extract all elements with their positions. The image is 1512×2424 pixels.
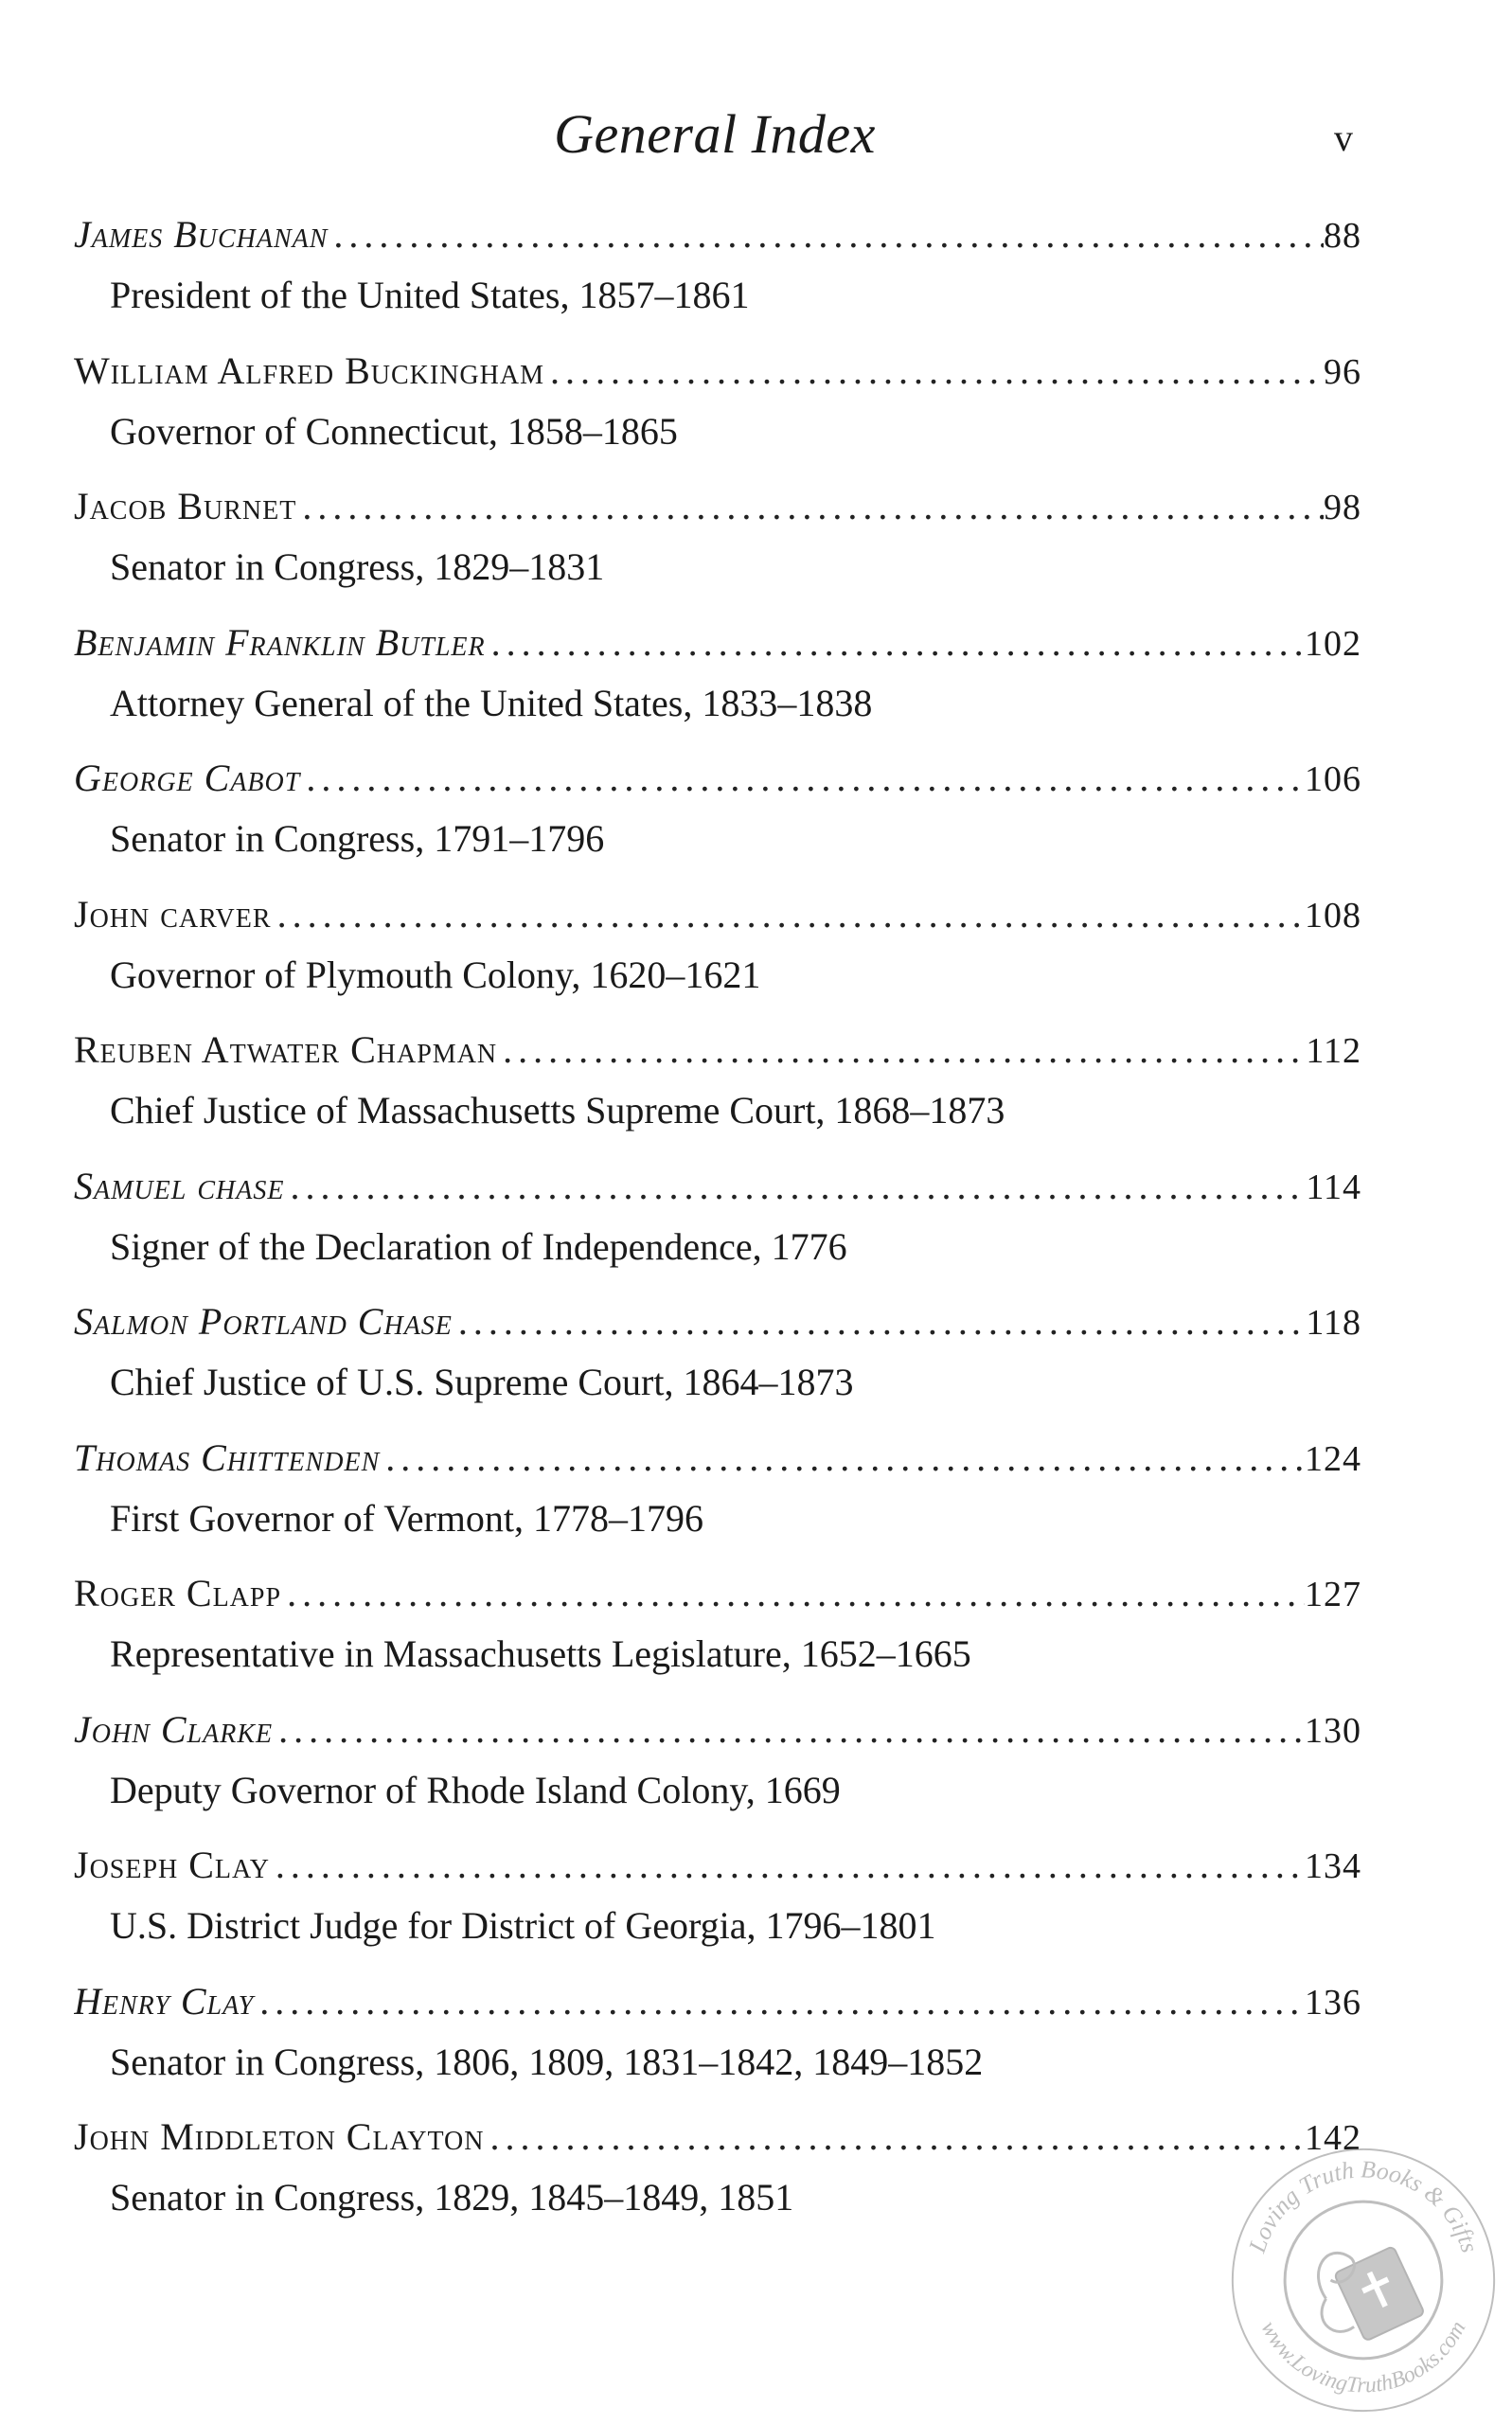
dot-leader	[328, 206, 1324, 263]
dot-leader	[272, 886, 1305, 943]
index-entry	[74, 1022, 1361, 1158]
entry-page-number: 106	[1305, 759, 1361, 799]
entry-description: First Governor of Vermont, 1778–1796	[110, 1496, 703, 1540]
dot-leader	[497, 1022, 1306, 1078]
entry-description: Attorney General of the United States, 1833–1838	[110, 681, 873, 724]
index-entry	[74, 343, 1361, 479]
entry-description: Senator in Congress, 1829–1831	[110, 545, 605, 588]
index-entry	[74, 206, 1361, 343]
entry-heading-line	[74, 750, 1361, 807]
watermark-seal	[1223, 2140, 1503, 2420]
entry-name: Benjamin Franklin Butler	[74, 620, 486, 664]
entry-description: Governor of Connecticut, 1858–1865	[110, 409, 678, 453]
entry-heading-line	[74, 2109, 1361, 2166]
entry-name: John Middleton Clayton	[74, 2115, 485, 2158]
entry-page-number: 114	[1306, 1167, 1361, 1207]
dot-leader	[486, 615, 1305, 671]
entry-heading-line	[74, 1702, 1361, 1758]
dot-leader	[284, 1158, 1306, 1215]
entry-page-number: 118	[1306, 1303, 1361, 1343]
dot-leader	[544, 343, 1324, 400]
entry-heading-line	[74, 1973, 1361, 2030]
page-title: General Index	[554, 103, 876, 165]
entry-heading-line	[74, 206, 1361, 263]
index-entry	[74, 1973, 1361, 2110]
entry-name: Jacob Burnet	[74, 485, 297, 527]
entry-page-number: 112	[1306, 1031, 1361, 1071]
index-list	[74, 206, 1361, 2245]
entry-description: Governor of Plymouth Colony, 1620–1621	[110, 953, 761, 996]
index-entry	[74, 478, 1361, 615]
dot-leader	[281, 1565, 1305, 1622]
entry-description: Senator in Congress, 1791–1796	[110, 817, 605, 860]
dot-leader	[380, 1430, 1305, 1487]
entry-description: President of the United States, 1857–1861	[110, 274, 750, 316]
index-entry	[74, 1565, 1361, 1702]
watermark-text-bottom: www.LovingTruthBooks.com	[1255, 2317, 1471, 2398]
index-entry	[74, 1837, 1361, 1973]
page-number: v	[1334, 116, 1353, 159]
dot-leader	[273, 1702, 1305, 1758]
entry-page-number: 124	[1305, 1438, 1361, 1479]
entry-description: Signer of the Declaration of Independence, 1776	[110, 1224, 847, 1268]
entry-description: Chief Justice of U.S. Supreme Court, 1864–1873	[110, 1361, 854, 1403]
entry-name: John Clarke	[74, 1707, 274, 1751]
entry-name: Joseph Clay	[74, 1844, 270, 1886]
entry-heading-line	[74, 1565, 1361, 1622]
index-entry	[74, 1702, 1361, 1838]
index-entry	[74, 1293, 1361, 1430]
entry-page-number: 136	[1305, 1982, 1361, 2023]
entry-page-number: 102	[1305, 623, 1361, 664]
entry-name: John carver	[74, 892, 272, 936]
index-entry	[74, 750, 1361, 886]
dot-leader	[485, 2109, 1306, 2166]
entry-name: Salmon Portland Chase	[74, 1300, 453, 1343]
entry-heading-line	[74, 1158, 1361, 1215]
entry-page-number: 108	[1305, 895, 1361, 936]
dot-leader	[453, 1293, 1307, 1350]
entry-name: William Alfred Buckingham	[74, 348, 544, 392]
entry-heading-line	[74, 343, 1361, 400]
entry-heading-line	[74, 1022, 1361, 1078]
entry-heading-line	[74, 886, 1361, 943]
svg-text:Loving Truth Books & Gifts	[1243, 2155, 1484, 2256]
dot-leader	[296, 478, 1324, 535]
entry-heading-line	[74, 478, 1361, 535]
entry-name: Thomas Chittenden	[74, 1435, 381, 1479]
index-entry	[74, 615, 1361, 751]
entry-name: James Buchanan	[74, 213, 329, 256]
entry-heading-line	[74, 1430, 1361, 1487]
entry-description: Representative in Massachusetts Legislature, 1652–1665	[110, 1632, 971, 1675]
entry-name: Henry Clay	[74, 1979, 255, 2023]
index-entry	[74, 2109, 1361, 2245]
entry-page-number: 127	[1305, 1575, 1361, 1614]
entry-page-number: 142	[1305, 2118, 1361, 2158]
entry-page-number: 96	[1324, 351, 1361, 392]
entry-description: Senator in Congress, 1829, 1845–1849, 1851	[110, 2176, 794, 2219]
entry-name: Samuel chase	[74, 1164, 285, 1207]
entry-page-number: 134	[1305, 1846, 1361, 1886]
entry-page-number: 98	[1324, 488, 1361, 527]
entry-page-number: 130	[1305, 1710, 1361, 1751]
entry-description: U.S. District Judge for District of Georgia, 1796–1801	[110, 1904, 936, 1947]
dot-leader	[300, 750, 1305, 807]
entry-description: Deputy Governor of Rhode Island Colony, 1669	[110, 1768, 841, 1811]
index-entry	[74, 886, 1361, 1023]
index-entry	[74, 1158, 1361, 1294]
bible-icon	[1334, 2246, 1425, 2342]
entry-heading-line	[74, 615, 1361, 671]
entry-heading-line	[74, 1837, 1361, 1894]
entry-description: Senator in Congress, 1806, 1809, 1831–1842, 1849–1852	[110, 2040, 984, 2083]
entry-description: Chief Justice of Massachusetts Supreme Court, 1868–1873	[110, 1089, 1005, 1132]
dot-leader	[254, 1973, 1305, 2030]
entry-name: Roger Clapp	[74, 1572, 282, 1614]
entry-name: George Cabot	[74, 757, 301, 799]
index-entry	[74, 1430, 1361, 1566]
entry-page-number: 88	[1324, 216, 1361, 256]
dot-leader	[270, 1837, 1305, 1894]
page-header	[0, 102, 1512, 178]
entry-heading-line	[74, 1293, 1361, 1350]
entry-name: Reuben Atwater Chapman	[74, 1028, 498, 1071]
watermark-text-top: Loving Truth Books & Gifts	[1242, 2155, 1485, 2256]
